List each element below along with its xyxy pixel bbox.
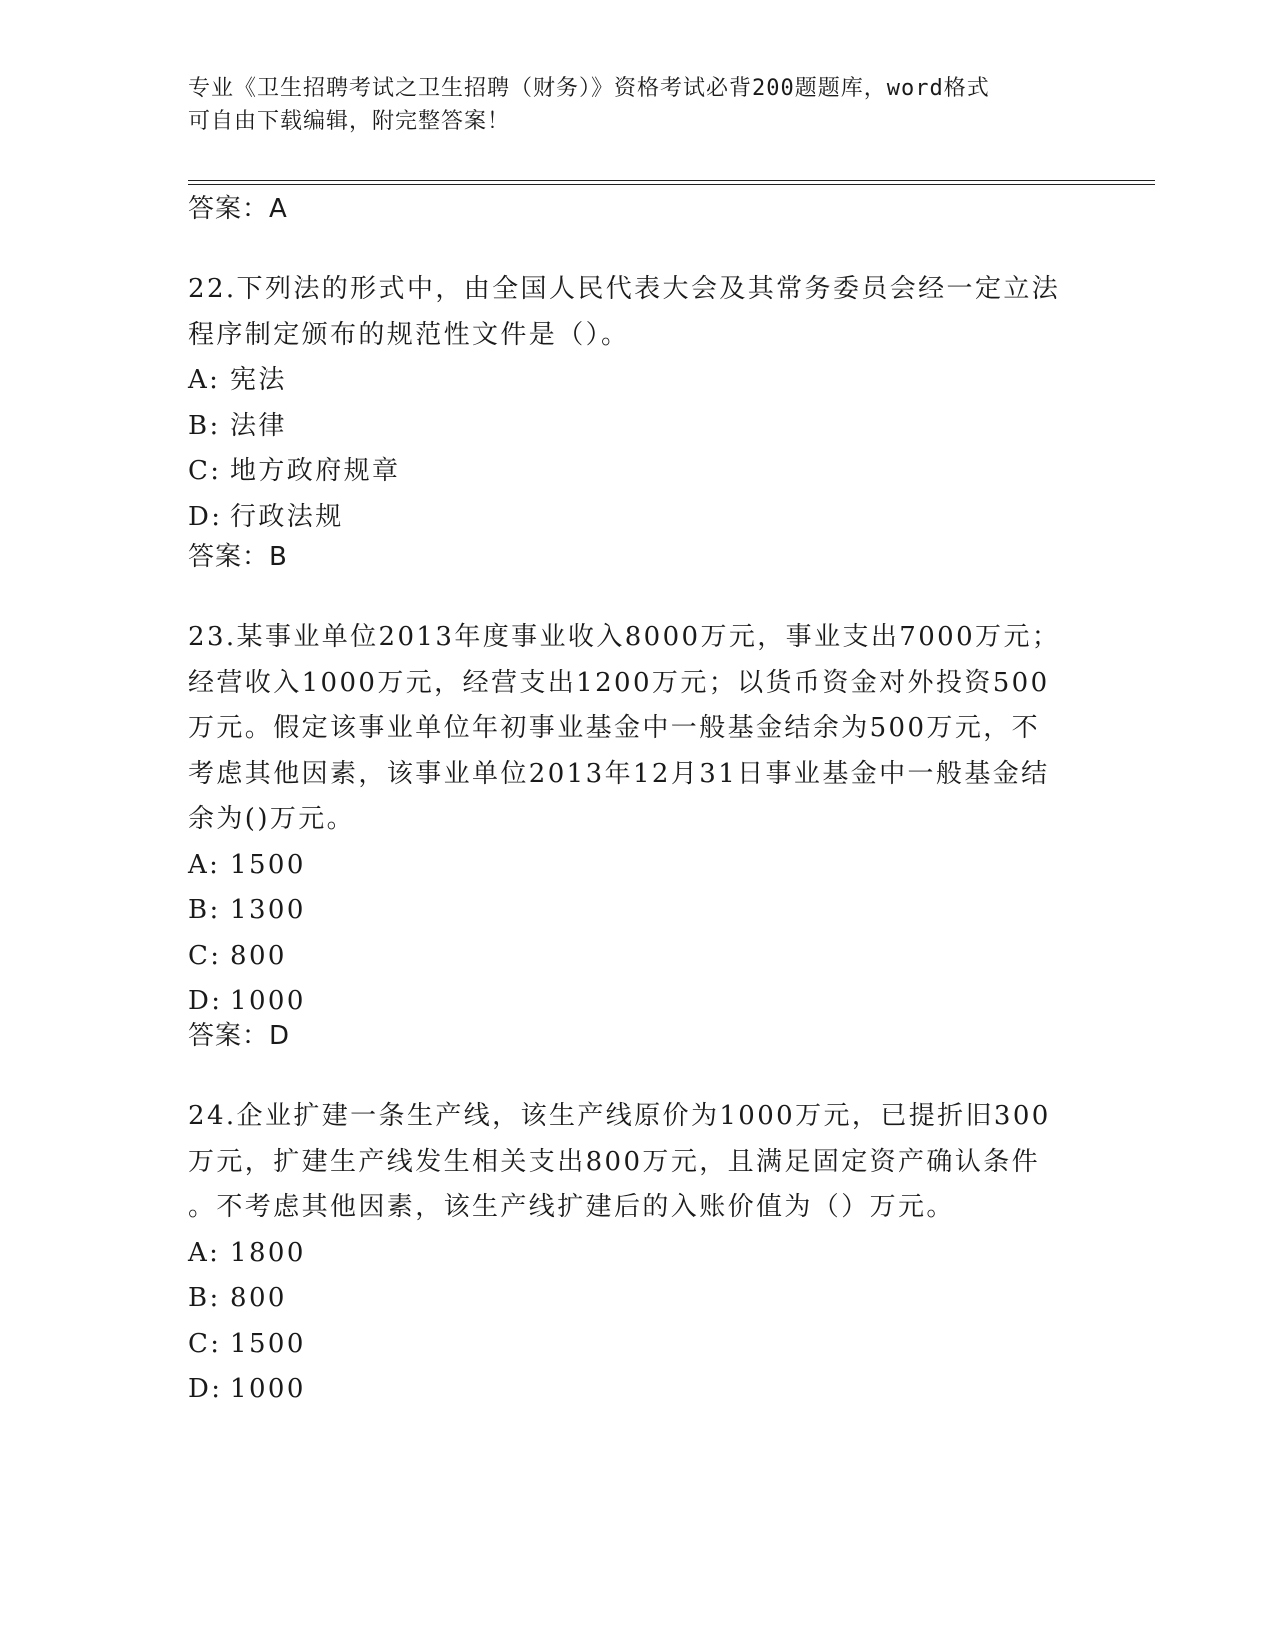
option-c — [188, 934, 1088, 980]
option-a — [188, 1231, 1088, 1277]
question-22 — [188, 267, 1088, 540]
option-c — [188, 449, 1088, 495]
option-letter: D: — [188, 986, 223, 1016]
option-text: 800 — [230, 940, 287, 971]
header-line-2: 可自由下载编辑，附完整答案！ — [188, 109, 511, 134]
option-letter: B: — [188, 410, 221, 441]
answer-22: 答案：B — [188, 542, 288, 572]
question-line: 考虑其他因素，该事业单位2013年12月31日事业基金中一般基金结 — [188, 758, 1050, 789]
option-a — [188, 843, 1088, 889]
option-text: 1800 — [230, 1237, 306, 1268]
answer-23: 答案：D — [188, 1021, 291, 1051]
option-letter: A: — [188, 365, 221, 395]
option-b — [188, 404, 1088, 450]
question-line: 余为()万元。 — [188, 804, 356, 834]
option-text: 1300 — [230, 895, 306, 925]
option-a — [188, 358, 1088, 404]
question-text — [188, 267, 1088, 358]
header-divider-top — [188, 180, 1155, 181]
option-text: 法律 — [230, 410, 287, 441]
option-letter: D: — [188, 501, 223, 532]
option-b — [188, 1276, 1088, 1322]
question-text — [188, 1094, 1088, 1231]
question-line: 22.下列法的形式中，由全国人民代表大会及其常务委员会经一定立法 — [188, 274, 1061, 304]
option-letter: D: — [188, 1374, 223, 1404]
option-letter: C: — [188, 1328, 222, 1359]
question-23 — [188, 615, 1088, 1025]
question-line: 万元。假定该事业单位年初事业基金中一般基金结余为500万元，不 — [188, 713, 1041, 743]
page-header — [188, 72, 1068, 138]
option-text: 1000 — [230, 986, 306, 1016]
option-text: 行政法规 — [230, 501, 344, 532]
option-text: 1500 — [230, 849, 306, 880]
option-c — [188, 1322, 1088, 1368]
header-divider-bottom — [188, 184, 1155, 185]
option-letter: B: — [188, 1283, 221, 1313]
option-text: 宪法 — [230, 365, 287, 395]
option-d — [188, 1367, 1088, 1413]
previous-answer: 答案：A — [188, 194, 288, 224]
option-b — [188, 888, 1088, 934]
question-line: 万元，扩建生产线发生相关支出800万元，且满足固定资产确认条件 — [188, 1146, 1041, 1177]
option-text: 地方政府规章 — [230, 456, 401, 486]
option-text: 800 — [230, 1283, 287, 1313]
option-letter: B: — [188, 895, 221, 925]
option-letter: C: — [188, 456, 222, 486]
question-line: 经营收入1000万元，经营支出1200万元；以货币资金对外投资500 — [188, 667, 1050, 698]
option-letter: A: — [188, 1237, 221, 1268]
question-line: 24.企业扩建一条生产线，该生产线原价为1000万元，已提折旧300 — [188, 1101, 1051, 1131]
question-line: 程序制定颁布的规范性文件是（）。 — [188, 319, 630, 350]
question-line: 23.某事业单位2013年度事业收入8000万元，事业支出7000万元； — [188, 622, 1061, 652]
question-line: 。不考虑其他因素，该生产线扩建后的入账价值为（）万元。 — [188, 1192, 955, 1222]
option-text: 1000 — [230, 1374, 306, 1404]
question-24 — [188, 1094, 1088, 1413]
option-d — [188, 979, 1088, 1025]
question-text — [188, 615, 1088, 843]
option-d — [188, 495, 1088, 541]
option-text: 1500 — [230, 1328, 306, 1359]
option-letter: C: — [188, 940, 222, 971]
option-letter: A: — [188, 849, 221, 880]
header-line-1: 专业《卫生招聘考试之卫生招聘（财务）》资格考试必背200题题库，word格式 — [188, 76, 990, 101]
